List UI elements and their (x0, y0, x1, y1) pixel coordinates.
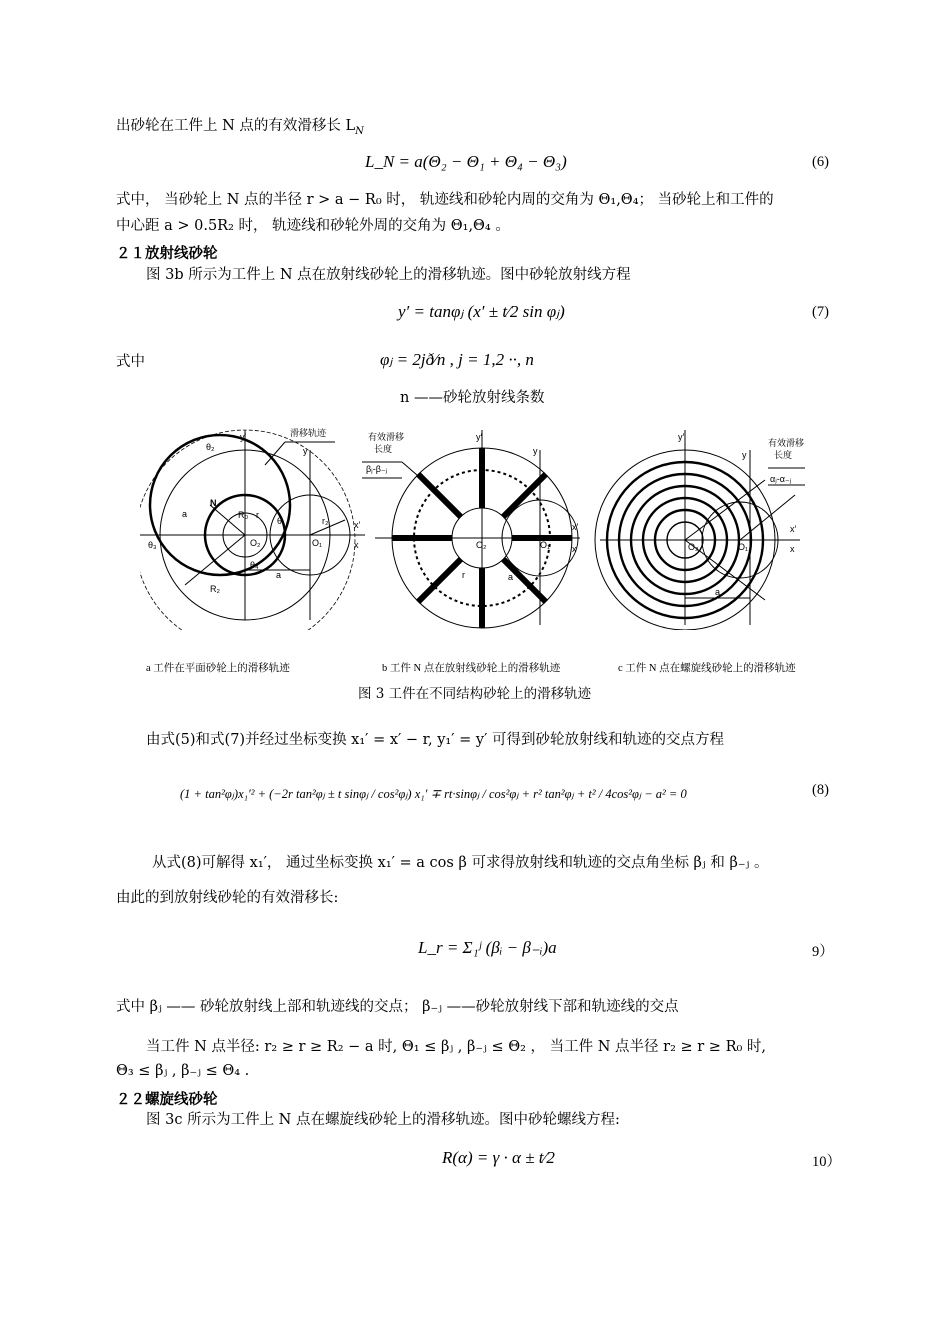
svg-text:θ₂: θ₂ (206, 442, 215, 452)
equation-phi: φⱼ = 2jð⁄n , j = 1,2 ··, n (380, 350, 534, 369)
svg-text:y: y (303, 446, 308, 456)
paragraph-5: 由式(5)和式(7)并经过坐标变换 x₁′ = x′ − r, y₁′ = y′ 可得到砂轮放射线和轨迹的交点方程 (146, 732, 724, 748)
caption-3c: c 工件 N 点在螺旋线砂轮上的滑移轨迹 (618, 663, 796, 674)
svg-text:x′: x′ (790, 524, 797, 534)
equation-7-number: (7) (812, 304, 829, 320)
caption-3b: b 工件 N 点在放射线砂轮上的滑移轨迹 (382, 663, 561, 674)
svg-text:N: N (210, 498, 217, 508)
n-definition: n ——砂轮放射线条数 (400, 390, 545, 406)
equation-8: (1 + tan²φⱼ)x₁′² + (−2r tan²φⱼ ± t sinφⱼ / cos²φⱼ) x₁′ ∓ rt·sinφⱼ / cos²φⱼ + r² tan²φⱼ + t² / 4cos²φⱼ − a² = 0 (180, 787, 687, 801)
svg-text:a: a (715, 587, 721, 597)
svg-text:有效滑移: 有效滑移 (768, 438, 805, 448)
svg-text:有效滑移: 有效滑移 (368, 432, 405, 442)
svg-text:r: r (462, 570, 465, 580)
equation-10: R(α) = γ · α ± t⁄2 (442, 1148, 555, 1167)
svg-text:x′: x′ (572, 522, 579, 532)
equation-10-number: 10） (812, 1154, 841, 1170)
svg-text:x′: x′ (354, 520, 361, 530)
svg-text:a: a (508, 572, 514, 582)
svg-text:长度: 长度 (774, 450, 793, 460)
svg-text:O₁: O₁ (738, 542, 749, 552)
paragraph-8b: Θ₃ ≤ βⱼ , β₋ⱼ ≤ Θ₄ . (116, 1063, 250, 1079)
figure-3-title: 图 3 工件在不同结构砂轮上的滑移轨迹 (358, 686, 592, 702)
equation-7: y′ = tanφⱼ (x′ ± t⁄2 sin φⱼ) (398, 302, 565, 321)
svg-text:O₂: O₂ (476, 540, 487, 550)
paragraph-8a: 当工件 N 点半径: r₂ ≥ r ≥ R₂ − a 时, Θ₁ ≤ βⱼ , β₋ⱼ ≤ Θ₂ ， 当工件 N 点半径 r₂ ≥ r ≥ R₀ 时, (146, 1039, 767, 1055)
svg-text:y′: y′ (240, 432, 247, 442)
svg-text:滑移轨迹: 滑移轨迹 (290, 428, 327, 438)
figure-3a-labels (148, 427, 361, 594)
figure-3b (362, 430, 580, 628)
svg-text:y: y (742, 450, 747, 460)
svg-text:θ₁: θ₁ (277, 516, 286, 526)
paragraph-2a: 式中， 当砂轮上 N 点的半径 r > a − R₀ 时， 轨迹线和砂轮内周的交角为 Θ₁,Θ₄； 当砂轮上和工件的 (116, 192, 774, 208)
svg-text:a: a (182, 509, 188, 519)
svg-text:y′: y′ (678, 432, 685, 442)
equation-8-number: (8) (812, 782, 829, 798)
figure-3 (140, 420, 820, 630)
svg-text:r: r (256, 510, 259, 520)
svg-text:αⱼ-α₋ⱼ: αⱼ-α₋ⱼ (770, 474, 792, 484)
equation-9-number: 9） (812, 944, 834, 960)
section-heading-2-2: ２２螺旋线砂轮 (116, 1092, 218, 1108)
svg-text:R₂: R₂ (210, 584, 220, 594)
svg-text:y′: y′ (476, 432, 483, 442)
figure-3a (140, 430, 365, 630)
svg-text:O₂: O₂ (250, 538, 261, 548)
figure-3c-labels (678, 432, 804, 597)
equation-9: L_r = Σ₁ʲ (βᵢ − β₋ᵢ)a (418, 938, 557, 957)
svg-text:θ₄: θ₄ (250, 560, 259, 570)
svg-text:R₀: R₀ (238, 510, 249, 520)
svg-text:βⱼ-β₋ⱼ: βⱼ-β₋ⱼ (366, 464, 388, 474)
figure-3c (595, 430, 805, 630)
where-label: 式中 (116, 354, 145, 370)
paragraph-1: 出砂轮在工件上 N 点的有效滑移长 $L_N$ (116, 118, 364, 137)
svg-text:O₁: O₁ (312, 538, 323, 548)
svg-text:O₂: O₂ (688, 542, 699, 552)
svg-text:r₂: r₂ (322, 516, 329, 526)
equation-6: L_N = a(Θ₂ − Θ₁ + Θ₄ − Θ₃) (365, 152, 567, 171)
svg-text:y: y (533, 446, 538, 456)
paragraph-6b: 由此的到放射线砂轮的有效滑移长: (116, 890, 339, 906)
paragraph-7: 式中 βⱼ —— 砂轮放射线上部和轨迹线的交点； β₋ⱼ ——砂轮放射线下部和轨迹线的交点 (116, 999, 679, 1015)
svg-text:x: x (790, 544, 795, 554)
paragraph-2b: 中心距 a > 0.5R₂ 时， 轨迹线和砂轮外周的交角为 Θ₁,Θ₄ 。 (116, 218, 510, 234)
svg-text:θ₃: θ₃ (148, 540, 157, 550)
paragraph-6a: 从式(8)可解得 x₁′， 通过坐标变换 x₁′ = a cos β 可求得放射线和轨迹的交点角坐标 βⱼ 和 β₋ⱼ 。 (152, 855, 769, 871)
svg-text:x: x (572, 544, 577, 554)
svg-text:O₁: O₁ (540, 540, 551, 550)
equation-6-number: (6) (812, 154, 829, 170)
svg-text:长度: 长度 (374, 444, 393, 454)
paragraph-3: 图 3b 所示为工件上 N 点在放射线砂轮上的滑移轨迹。图中砂轮放射线方程 (146, 267, 631, 283)
paragraph-9: 图 3c 所示为工件上 N 点在螺旋线砂轮上的滑移轨迹。图中砂轮螺线方程: (146, 1112, 620, 1128)
section-heading-2-1: ２１放射线砂轮 (116, 246, 218, 262)
caption-3a: a 工件在平面砂轮上的滑移轨迹 (146, 663, 290, 674)
svg-text:a: a (276, 570, 282, 580)
svg-text:x: x (354, 540, 359, 550)
